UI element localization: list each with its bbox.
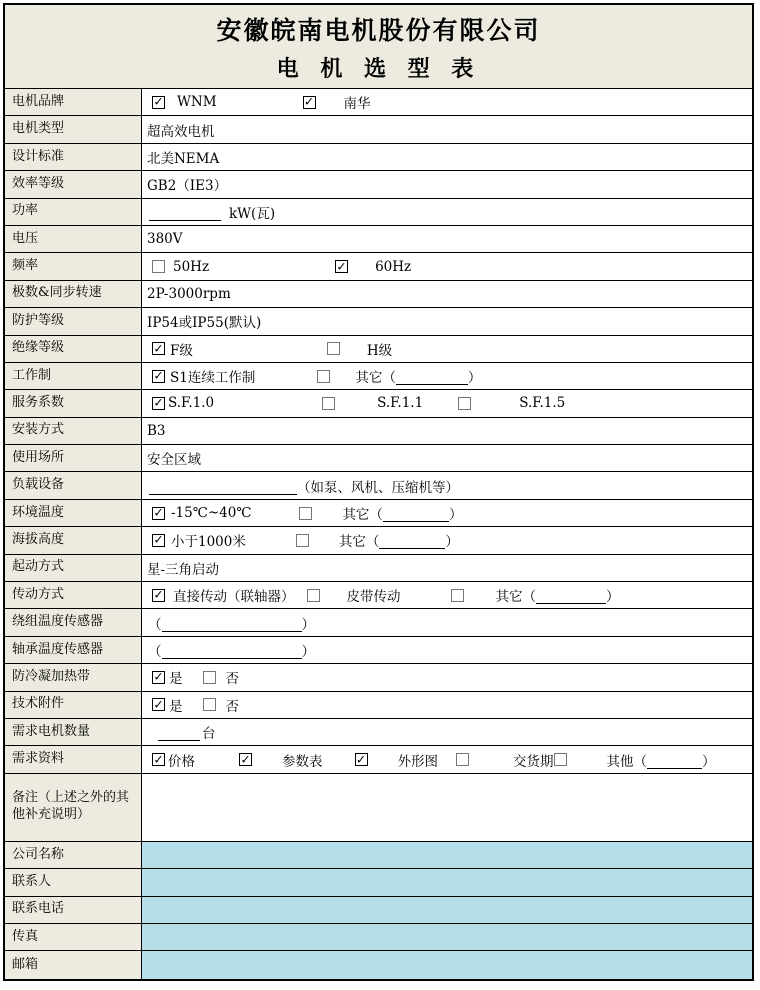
checkbox-unchecked[interactable] <box>317 370 330 383</box>
row-label: 需求资料 <box>5 746 142 772</box>
option-label: S.F.1.5 <box>519 395 566 412</box>
row-label: 使用场所 <box>5 445 142 471</box>
table-row <box>5 951 752 978</box>
option-label: 380V <box>147 231 183 248</box>
blank-field[interactable] <box>149 479 297 495</box>
blank-field[interactable] <box>536 588 606 604</box>
row-content <box>142 418 752 444</box>
checkbox-checked[interactable] <box>152 671 165 684</box>
check-icon: ✓ <box>336 259 347 274</box>
checkbox-unchecked[interactable] <box>296 534 309 547</box>
table-row <box>5 281 752 308</box>
row-label: 负载设备 <box>5 472 142 498</box>
option-label: ） <box>467 370 482 387</box>
row-label: 工作制 <box>5 363 142 389</box>
table-row <box>5 842 752 869</box>
row-label: 服务系数 <box>5 390 142 416</box>
option-label: 星-三角启动 <box>147 561 220 578</box>
row-label: 环境温度 <box>5 500 142 526</box>
check-icon: ✓ <box>153 697 164 712</box>
row-content <box>142 199 752 225</box>
option-label: S.F.1.0 <box>168 395 215 412</box>
checkbox-checked[interactable] <box>152 753 165 766</box>
row-label: 功率 <box>5 199 142 225</box>
row-content <box>142 336 752 362</box>
table-row <box>5 116 752 143</box>
contact-input-cell[interactable] <box>142 842 752 868</box>
table-row <box>5 897 752 924</box>
check-icon: ✓ <box>153 94 164 109</box>
checkbox-unchecked[interactable] <box>152 260 165 273</box>
check-icon: ✓ <box>153 341 164 356</box>
row-content <box>142 144 752 170</box>
row-label: 邮箱 <box>5 951 142 978</box>
row-content <box>142 226 752 252</box>
row-label: 海拔高度 <box>5 527 142 553</box>
contact-input-cell[interactable] <box>142 924 752 950</box>
option-label: 外形图 <box>397 753 438 770</box>
option-label: S1连续工作制 <box>170 370 256 387</box>
table-row <box>5 555 752 582</box>
option-label: 北美NEMA <box>147 150 220 167</box>
row-label: 绕组温度传感器 <box>5 609 142 635</box>
option-label: 南华 <box>343 96 371 113</box>
checkbox-checked[interactable] <box>335 260 348 273</box>
table-row <box>5 390 752 417</box>
remark-input-cell[interactable] <box>142 774 752 841</box>
row-label: 绝缘等级 <box>5 336 142 362</box>
option-label: 小于1000米 <box>171 534 246 551</box>
row-label: 备注（上述之外的其他补充说明） <box>5 774 142 841</box>
option-label: 60Hz <box>375 258 412 275</box>
option-label: （如泵、风机、压缩机等） <box>297 479 459 496</box>
table-row <box>5 89 752 116</box>
option-label: 台 <box>202 726 216 743</box>
row-content <box>142 363 752 389</box>
table-row <box>5 418 752 445</box>
row-label: 公司名称 <box>5 842 142 868</box>
check-icon: ✓ <box>355 752 367 767</box>
table-row <box>5 144 752 171</box>
row-label: 安装方式 <box>5 418 142 444</box>
table-row <box>5 692 752 719</box>
option-label: -15℃~40℃ <box>171 505 252 522</box>
checkbox-unchecked[interactable] <box>458 397 471 410</box>
table-row <box>5 336 752 363</box>
row-label: 电机类型 <box>5 116 142 142</box>
blank-field[interactable] <box>383 506 449 522</box>
option-label: H级 <box>366 342 393 359</box>
row-label: 防冷凝加热带 <box>5 664 142 690</box>
checkbox-checked[interactable] <box>152 342 165 355</box>
company-name: 安徽皖南电机股份有限公司 <box>216 15 541 45</box>
table-row <box>5 199 752 226</box>
blank-field[interactable] <box>379 533 445 549</box>
option-label: 价格 <box>168 753 195 770</box>
row-content <box>142 609 752 635</box>
option-label: 参数表 <box>282 753 323 770</box>
row-label: 电机品牌 <box>5 89 142 115</box>
table-row <box>5 363 752 390</box>
check-icon: ✓ <box>153 505 164 520</box>
checkbox-checked[interactable] <box>152 397 165 410</box>
row-content <box>142 692 752 718</box>
checkbox-unchecked[interactable] <box>451 589 464 602</box>
check-icon: ✓ <box>240 752 251 767</box>
option-label: 是 <box>169 671 183 688</box>
checkbox-checked[interactable] <box>152 96 165 109</box>
row-content <box>142 719 752 745</box>
table-row <box>5 664 752 691</box>
row-label: 传动方式 <box>5 582 142 608</box>
option-label: 超高效电机 <box>147 123 215 140</box>
blank-field[interactable] <box>396 369 468 385</box>
option-label: 安全区域 <box>147 452 201 469</box>
option-label: B3 <box>147 422 166 439</box>
row-content <box>142 472 752 498</box>
row-content <box>142 555 752 581</box>
option-label: 其它（ <box>355 370 396 387</box>
checkbox-checked[interactable] <box>152 589 165 602</box>
option-label: F级 <box>170 342 193 359</box>
table-row <box>5 445 752 472</box>
row-label: 频率 <box>5 253 142 279</box>
row-content <box>142 637 752 663</box>
row-label: 极数&同步转速 <box>5 281 142 307</box>
option-label: 皮带传动 <box>346 589 401 606</box>
checkbox-checked[interactable] <box>152 507 165 520</box>
row-label: 技术附件 <box>5 692 142 718</box>
table-row <box>5 719 752 746</box>
form-header <box>5 5 752 89</box>
row-label: 联系人 <box>5 869 142 895</box>
option-label: S.F.1.1 <box>377 395 424 412</box>
row-content <box>142 390 752 416</box>
form-title: 电 机 选 型 表 <box>276 55 481 82</box>
option-label: 否 <box>225 671 239 688</box>
form-body <box>5 89 752 979</box>
checkbox-checked[interactable] <box>303 96 316 109</box>
row-content <box>142 500 752 526</box>
option-label: ） <box>445 534 459 551</box>
row-content <box>142 253 752 279</box>
table-row <box>5 609 752 636</box>
checkbox-unchecked[interactable] <box>299 507 312 520</box>
contact-input-cell[interactable] <box>142 869 752 895</box>
option-label: 50Hz <box>173 258 210 275</box>
option-label: ） <box>702 753 716 770</box>
checkbox-unchecked[interactable] <box>327 342 340 355</box>
row-label: 效率等级 <box>5 171 142 197</box>
check-icon: ✓ <box>153 587 164 602</box>
checkbox-unchecked[interactable] <box>307 589 320 602</box>
table-row <box>5 869 752 896</box>
option-label: ） <box>448 507 463 524</box>
row-content <box>142 281 752 307</box>
checkbox-unchecked[interactable] <box>203 671 216 684</box>
table-row <box>5 582 752 609</box>
check-icon: ✓ <box>303 94 315 109</box>
motor-selection-form-table <box>3 3 754 981</box>
checkbox-checked[interactable] <box>355 753 368 766</box>
row-content <box>142 445 752 471</box>
check-icon: ✓ <box>153 532 164 547</box>
row-label: 轴承温度传感器 <box>5 637 142 663</box>
row-label: 联系电话 <box>5 897 142 923</box>
row-label: 防护等级 <box>5 308 142 334</box>
blank-field[interactable] <box>162 643 302 659</box>
blank-field[interactable] <box>647 753 702 769</box>
option-label: IP54或IP55(默认) <box>147 315 262 332</box>
table-row <box>5 472 752 499</box>
check-icon: ✓ <box>153 368 164 383</box>
option-label: 否 <box>225 698 239 715</box>
contact-input-cell[interactable] <box>142 951 752 978</box>
table-row <box>5 924 752 951</box>
option-label: ） <box>301 644 315 660</box>
row-content <box>142 527 752 553</box>
table-row <box>5 527 752 554</box>
option-label: 其他（ <box>606 753 647 770</box>
table-row <box>5 308 752 335</box>
row-content <box>142 89 752 115</box>
option-label: 其它（ <box>495 589 536 606</box>
row-label: 设计标准 <box>5 144 142 170</box>
blank-field[interactable] <box>149 205 221 221</box>
row-content <box>142 582 752 608</box>
checkbox-unchecked[interactable] <box>203 698 216 711</box>
option-label: （ <box>148 644 162 660</box>
table-row <box>5 774 752 842</box>
check-icon: ✓ <box>153 669 164 684</box>
blank-field[interactable] <box>158 725 200 741</box>
contact-input-cell[interactable] <box>142 897 752 923</box>
check-icon: ✓ <box>153 395 164 410</box>
table-row <box>5 171 752 198</box>
table-row <box>5 746 752 773</box>
option-label: ） <box>301 616 315 633</box>
row-label: 起动方式 <box>5 555 142 581</box>
option-label: 是 <box>169 698 183 715</box>
row-content <box>142 308 752 334</box>
checkbox-unchecked[interactable] <box>554 753 567 766</box>
check-icon: ✓ <box>153 752 164 767</box>
option-label: 其它（ <box>342 507 383 524</box>
option-label: 2P-3000rpm <box>147 285 231 302</box>
checkbox-checked[interactable] <box>152 534 165 547</box>
table-row <box>5 500 752 527</box>
row-label: 需求电机数量 <box>5 719 142 745</box>
table-row <box>5 637 752 664</box>
checkbox-checked[interactable] <box>239 753 252 766</box>
row-label: 电压 <box>5 226 142 252</box>
table-row <box>5 253 752 280</box>
row-content <box>142 664 752 690</box>
checkbox-checked[interactable] <box>152 698 165 711</box>
blank-field[interactable] <box>162 616 302 632</box>
option-label: WNM <box>177 94 217 111</box>
checkbox-unchecked[interactable] <box>456 753 469 766</box>
option-label: GB2（IE3） <box>147 178 228 195</box>
row-content <box>142 746 752 772</box>
row-content <box>142 171 752 197</box>
option-label: 交货期 <box>513 753 554 770</box>
checkbox-checked[interactable] <box>152 370 165 383</box>
checkbox-unchecked[interactable] <box>322 397 335 410</box>
option-label: 其它（ <box>338 534 380 551</box>
table-row <box>5 226 752 253</box>
row-label: 传真 <box>5 924 142 950</box>
option-label: 直接传动（联轴器） <box>173 589 295 606</box>
option-label: ） <box>606 589 620 606</box>
row-content <box>142 116 752 142</box>
option-label: kW(瓦) <box>229 205 276 222</box>
option-label: （ <box>148 616 162 633</box>
